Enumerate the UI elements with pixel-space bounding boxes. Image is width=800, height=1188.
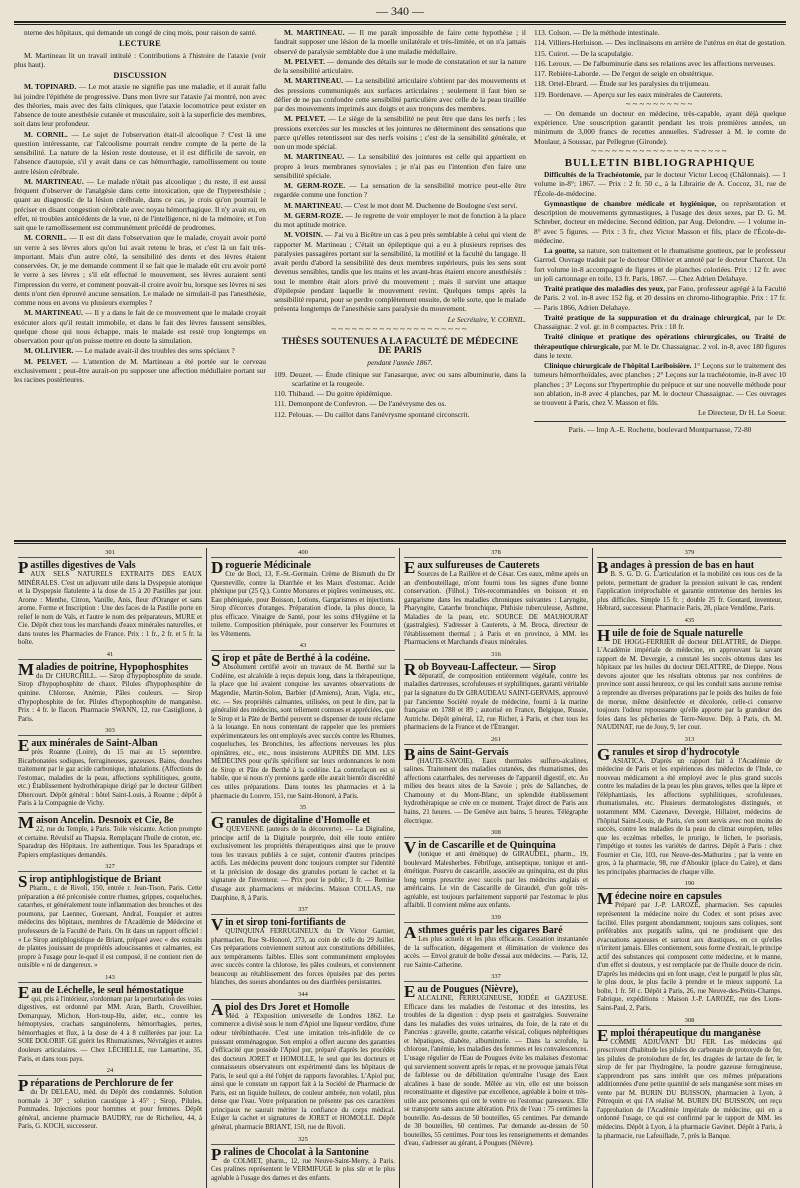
ornament-divider: ~~~~~~~~~~ (625, 98, 695, 109)
paragraph-text: — Le sujet de l'observation était-il alcoolique ? C'est là une question intéressante, car l'alcoolisme pourrait rendre compte de la perte de la sensibilité. La nature de la lésion reste douteuse, et il est difficile de savoir, en l'absence d'autopsie, s'il y avait dans ce cas hémorrhagie, ramollissement ou toute autre lésion cérébrale. (14, 129, 266, 176)
section-separator (14, 540, 786, 544)
ad-body: Sources de La Raillère et de César. Ces eaux, même après un an d'embouteillage, m'ont fourni tous les signes d'une bonne conservation. (Filhol.) Très-recommandées en boisson et en gargarisme dans les maladies chroniques suivantes : Laryngite, Pharyngite, Catarrhe bronchique, Phthisie tuberculeuse, Asthme, Maladies de la peau, etc. SOURCE DE MAUHOURAT (gastralgies). S'adresser à Cauterets, à M. Broca, directeur de l'établissement thermal ; à Paris et en province, à MM. les Pharmaciens et Marchands d'eaux minérales. (404, 571, 588, 647)
paragraph-text: — La sensibilité articulaire s'obtient par des mouvements et des pressions communiqués aux surfaces articulaires ; seulement il faut bien se défier de ne pas confondre cette sensibilité particulière avec celle de la peau tiraillée par des mouvements imprimés aux doigts et aux tronçons des membres. (274, 76, 526, 113)
ad-title (18, 872, 202, 892)
ad-number: 379 (597, 549, 782, 558)
bibliography-text: par le docteur Victor Lecoq (Châlonnais). — 1 volume in-8°; 1867. — Prix : 2 fr. 50 c., à la Librairie de A. Coccoz, 31, rue de l'École-de-médecine. (534, 170, 786, 198)
ad-title (211, 1144, 395, 1164)
ad-initial: M (18, 659, 35, 679)
ad-title (597, 558, 782, 577)
ad-title (404, 982, 588, 1002)
ad-title-text: au de Pougues (Nièvre), (417, 984, 519, 996)
discussion-paragraph (274, 201, 526, 210)
ad-number: 143 (18, 974, 202, 983)
ad-initial: M (597, 889, 614, 909)
discussion-paragraphs (14, 82, 266, 384)
lecture-heading: LECTURE (119, 39, 161, 49)
ad-title (18, 736, 202, 756)
speaker-name: M. MARTINEAU. (24, 308, 83, 318)
bibliography-entry (534, 361, 786, 407)
paragraph-text: — Il est dit dans l'observation que le malade, croyait avoir porté un verre à ses lèvres alors qu'on lui avait retenu le bras, et c'est là un fait très-important. Mais d'un autre côté, la sensibilité des dents et des lèvres étaient conservées. Or, je me demande comment il se fait que le malade eût cru avoir porté le verre à ses lèvres ; s'il eût effectué le mouvement, ses lèvres auraient senti l'impression du verre, et comment pouvait-il croire avoir bu, lorsque ses lèvres ni ses dents n'ont rien éprouvé aucune sensation. Le malade ne simulait-il pas l'anesthésie, comme nous en avons vu plusieurs exemples ? (14, 233, 266, 307)
speaker-name: M. CORNIL. (24, 233, 67, 243)
ad-title-text: réparations de Perchlorure de fer (30, 1078, 174, 1090)
ad-initial: E (597, 1025, 609, 1045)
ads-column-4 (593, 548, 786, 1188)
ad-number: 43 (211, 642, 395, 651)
bibliography-text: par M. le Dr. Chassaignac. 2 vol. in-8, avec 180 figures dans le texte. (534, 341, 786, 360)
ad-title-text: ranules de digitaline d'Homolle et (226, 815, 371, 827)
ad-initial: G (597, 744, 611, 764)
ornament-divider: ~~~~~~~~~~~~~~~~~~~~ (591, 145, 729, 156)
ad-initial: M (18, 813, 35, 833)
ad-number: 325 (211, 1136, 395, 1145)
speaker-name: M. MARTINEAU. (284, 76, 344, 86)
ad-body: Préparé par J.-P. LAROZE, pharmacien. Ses capsules représentent la médecine noire du Codex et sont prises avec facilité. Elles purgent abondamment, toujours sans coliques, sont préférables aux purgatifs salins, qui ne produisent que des évacuations aqueuses et surtout aux drastiques, en ce qu'elles n'irritent jamais. Elles contiennent, sous forme d'extrait, le principe actif des substances qui composent cette médecine, et le manne, d'un effet si douteux, y est remplacée par de l'huile douce de ricin. D'après les médecins qui en font usage, c'est le purgatif le plus sûr, le plus doux, le plus facile à prendre et le mieux supporté. La boîte, 1 fr. 50 c. Dépôt à Paris, 26, rue Neuve-des-Petits-Champs. Fabrique, expéditions : Maison J.-P. LAROZE, rue des Lions-Saint-Paul, 2, Paris. (597, 902, 782, 1012)
ad-body: qui, pris à l'intérieur, s'ordonnant par la perturbation des voies digestives, est ordonné par MM. Aran, Barth, Cruveilhier, Demarquay, Michon, Hort-toup-Hu, aider, etc., contre les hémoptysies, crachats sanguinolents, hémorrhagies, pertes, hémorrhagies et flux, à la dose de 4 à 8 cuillerées par jour. La SOIE DOLORIF. GE guérit les Rhumatismes, Névralgies et autres douleurs articulaires. — Chez LÉCHELLE, rue Lamartine, 35, Paris, et dans tous pays. (18, 995, 202, 1063)
bibliography-text: par Fano, professeur agrégé à la Faculté de Paris. 2 vol. in-8 avec 152 fig. et 20 dessins en chromo-lithographie. Prix : 17 fr. — Paris 1866, Adrien Delahaye. (534, 284, 786, 312)
ad-initial: B (404, 744, 416, 764)
advertisement (597, 549, 782, 614)
ad-body: ALCALINE, FERRUGINEUSE, IODÉE et GAZEUSE. Efficace dans les maladies de l'estomac et des intestins, les troubles de la digestion : dysp pseis et gastralgies. Souveraine dans les maladies des voies urinaires, du foie, de la rate et du Pancréas : gravelle, goutte, catarrhe vésical, coliques néphrétiques et hépatiques, diabète, albuminurie. — Dans la scrofule, la chlorose, l'anémie, les maladies des femmes et les convalescences. L'usage régulier de l'Eau de Pougues évite les malaises d'estomac qui surviennent souvent après le repas, et ne provoque jamais l'état de faiblesse ou de débilitation qu'entraîne l'usage des Eaux alcalines à base de soude. Mêlée au vin, elle est une boisson reconstituante et digestive par excellence, agréable à boire et très-utile aux personnes qui ont le ventre ou l'estomac paresseux. Elle se transporte sans aucune altération. Prix de l'eau : 75 centimes la bouteille. Au-dessus de 50 bouteilles, 65 centimes. Par demande de 30 bouteilles, 60 centimes. Par demande au-dessus de 50 bouteilles, 55 centimes. Pour tous les renseignements et demandes d'eau, s'adresser au gérant, à Pougues (Nièvre). (404, 995, 588, 1148)
advertisement (404, 736, 588, 826)
notice-paragraph: — On demande un docteur en médecine, très-capable, ayant déjà quelque expérience. Une souscription garantit pendant les trois premières années, un minimum de 3,000 francs de recettes annuelles. S'adresser à M. le comte de Moulaur, à Soussac, par Pellegrue (Gironde). (534, 108, 786, 146)
paragraph-text: — La sensibilité des jointures est celle qui appartient en propre à leurs membranes synoviales ; je n'ai pas eu l'intention d'en faire une sensibilité spéciale. (274, 152, 526, 180)
ad-title-text: au de Léchelle, le seul hémostatique (31, 984, 184, 996)
advertisement (404, 549, 588, 648)
ad-number: 313 (597, 736, 782, 745)
ad-number: 308 (597, 1017, 782, 1026)
bulletin-title: BULLETIN BIBLIOGRAPHIQUE (564, 156, 756, 169)
discussion-paragraph (274, 211, 526, 230)
bibliography-title: Traité clinique et pratique des opérations chirurgicales, ou Traité de thérapeutique chirurgicale, (534, 332, 786, 351)
ad-title-text: in et sirop toni-fortifiants de (225, 917, 346, 929)
speaker-name: M. MARTINEAU. (284, 200, 343, 210)
advertisement (211, 642, 395, 801)
theses-title: THÈSES SOUTENUES A LA FACULTÉ DE MÉDECINE DE PARIS (281, 336, 519, 356)
ad-initial: P (18, 558, 29, 577)
ad-title-text: irop antiphlogistique de Briant (29, 874, 162, 886)
speaker-name: M. MARTINEAU. (284, 28, 345, 37)
ad-title (597, 744, 782, 764)
advertisement (597, 880, 782, 1013)
ad-number: 344 (211, 991, 395, 1000)
speaker-name: M. MARTINEAU. (24, 176, 84, 186)
ad-number: 400 (211, 549, 395, 558)
ad-title (211, 651, 395, 671)
ad-initial: S (211, 651, 221, 671)
ad-initial: B (597, 558, 609, 577)
paragraph-text: — La sensation de la sensibilité motrice peut-elle être regardée comme une fonction ? (274, 181, 526, 200)
discussion-paragraph (274, 152, 526, 180)
article-section (14, 28, 786, 538)
advertisement (211, 804, 395, 903)
ad-title (18, 1076, 202, 1096)
thesis-item: 117. Rebière-Laborde. — De l'ergot de seigle en obstétrique. (534, 69, 714, 78)
discussion-paragraph (274, 114, 526, 151)
theses-subtitle: pendant l'année 1867. (367, 358, 433, 368)
paragraph-text: — Il me paraît impossible de faire cette hypothèse ; il faudrait supposer une lésion de la moelle unilatérale et très-limitée, et on n'a jamais observé de paralysie semblable due à une maladie médullaire. (274, 28, 526, 56)
ad-number: 303 (18, 727, 202, 736)
speaker-name: M. VOISIN. (284, 230, 323, 240)
advertisement (211, 906, 395, 988)
ad-title (404, 838, 588, 858)
thesis-item: 109. Deuzet. — Étude clinique sur l'anasarque, avec ou sans albuminurie, dans la scarlatine et la rougeole. (274, 369, 526, 388)
ad-title-text: ranules et sirop d'hydrocotyle (612, 746, 740, 758)
discussion-paragraph (14, 233, 266, 307)
ads-column-1 (14, 548, 207, 1188)
ad-initial: S (18, 872, 28, 892)
bibliography-title: Difficultés de la Trachéotomie, (544, 170, 642, 179)
ad-title-text: irop et pâte de Berthé à la codéine. (222, 653, 371, 665)
speaker-name: M. PELVET. (284, 114, 326, 124)
ad-title-text: édecine noire en capsules (615, 891, 722, 903)
ad-number (18, 812, 202, 813)
speaker-name: M. OLLIVIER. (24, 346, 74, 356)
ornament-divider: ~~~~~~~~~~~~~~~~~~~~ (331, 323, 469, 334)
bibliography-text: ou représentation et description de mouvements gymnastiques, à l'usage des deux sexes, par D. G. M. Schreber, docteur en médecine. Second édition, par Aug. Delondre. — 1 volume in-8° avec 5 figures. — Prix : 3 fr., chez Victor Masson et fils, place de l'École-de-médecine. (534, 198, 786, 245)
thesis-item: 118. Ortel-Ebrard. — Étude sur les paralysies du trijumeau. (534, 79, 711, 89)
advertisement (18, 863, 202, 970)
ad-title-text: sthmes guéris par les cigares Baré (418, 924, 563, 936)
discussion-paragraphs-continued (274, 28, 526, 314)
ad-title-text: ob Boyveau-Laffecteur. — Sirop (418, 661, 557, 673)
advertisement (18, 727, 202, 809)
ad-title (18, 659, 202, 679)
thesis-item: 119. Bordenave. — Aperçu sur les eaux minérales de Cauterets. (534, 89, 723, 99)
ads-column-3 (400, 548, 593, 1188)
advertisement (18, 812, 202, 860)
ad-title-text: piol des Drs Joret et Homolle (225, 1001, 350, 1013)
paragraph-text: — Le malade avait-il des troubles des sens spéciaux ? (75, 346, 235, 356)
advertisement (211, 1136, 395, 1184)
paragraph-text: — Le malade n'était pas alcoolique ; du reste, il est aussi fréquent d'observer de l'analgésie dans cette intoxication, que de l'hyperesthésie ; quant au diagnostic de la lésion cérébrale, dans ce cas, je crois qu'on pourrait le préciser en disant congestion cérébrale avec noyau hémorrhagique. Il n'y avait eu, en effet, ni troubles antécédents de la vue, ni de l'intelligence, ni de la mémoire, et l'on sait que le ramollissement est communément précédé de prodromes. (14, 176, 266, 232)
ad-initial: P (211, 1144, 222, 1164)
bibliography-title: La goutte, (544, 246, 577, 255)
ad-title-text: aux sulfureuses de Cauterets (417, 560, 540, 571)
advertisement (597, 736, 782, 878)
bibliography-text: sa nature, son traitement et le rhumatisme goutteux, par le professeur Garrod. Ouvrage traduit par le docteur Ollivier et annoté par le docteur Charcot. Un fort volume in-8 accompagné de figures et de planches coloriées. Prix : 12 fr. avec un joli cartonnage en toile, 13 fr. Paris, 1867. — Chez Adrien Delahaye. (534, 246, 786, 283)
discussion-paragraph (14, 130, 266, 176)
ad-body: (HAUTE-SAVOIE). Eaux thermales sulfuro-alcalines, salines. Traitement des maladies cutanées, des rhumatismes, des affections catarrhales, des nerveuses de l'appareil digestif, etc. Au milieu des beaux sites de la Savoie ; près de Sallanches, de Chamouny et du Mont-Blanc, un splendide établissement hydrothérapique se crée en ce moment. Trajet direct de Paris aux bains, 21 heures. — De Genève aux bains, 5 heures. Télégraphe électrique. (404, 757, 588, 825)
ad-body: QUEVENNE (auteurs de la découverte). — La Digitaline, principe actif de la Digitale pourprée, doit elle toute entière exclusivement les propriétés thérapeutiques ainsi que le prouve tous les travaux publiés à ce sujet, contenir d'autres principes actifs. Les médecins peuvent donc toujours compter sur l'identité et la précision de dosage des granules portant le cachet et la signature de l'inventeur. — Prix pour le public, 3 fr. — Remise d'usage aux pharmaciens et médecins. Maison COLLAS, rue Dauphine, 8, à Paris. (211, 826, 395, 902)
ad-body: 22, rue du Temple, à Paris. Toile vésicante. Action prompte et certaine. Révulsif au Thapsia. Remplaçant l'huile de croton, etc. Sparadrap des Hôpitaux. 1re authentique. Tous les Sparadraps et Papiers emplastiques demandés. (18, 826, 202, 859)
ad-number: 435 (597, 617, 782, 626)
paragraph-text: — Le siège de la sensibilité ne peut être que dans les nerfs ; les pressions exercées sur les muscles et les jointures ne déterminent des sensations que parce qu'elles retentissent sur des nerfs voisins ; c'est de la sensibilité générale, et non un mode spécial. (274, 114, 526, 151)
ad-title-text: roguerie Médicinale (225, 560, 311, 571)
thesis-item: 114. Villiers-Herluison. — Des inclinaisons en arrière de l'utérus en état de gestation. (534, 38, 786, 48)
discussion-paragraph (14, 82, 266, 128)
printer-line: Paris. — Imp A.-E. Rochette, boulevard Montparnasse, 72-80 (568, 424, 752, 434)
paragraph-text: — demande des détails sur le mode de constatation et sur la nature de la sensibilité articulaire. (274, 56, 526, 75)
ad-number: 339 (404, 914, 588, 923)
ad-body: Les plus actuels et les plus efficaces. Cessation instantanée de la suffocation, dégagement et élimination de violence des accès. — Envoi gratuit de boîte d'essai aux médecins. — Paris, 12, rue Sainte-Catherine. (404, 935, 588, 969)
ad-title (597, 625, 782, 645)
speaker-name: M. GERM-ROZE. (284, 181, 346, 190)
ad-initial: A (211, 999, 224, 1019)
ad-title (211, 558, 395, 577)
ad-number: 316 (404, 651, 588, 660)
bibliography-title: Traité pratique des maladies des yeux, (544, 284, 666, 293)
newspaper-page (14, 4, 786, 1180)
discussion-heading: DISCUSSION (113, 71, 167, 80)
divider (534, 421, 786, 422)
bibliography-entry (534, 313, 786, 332)
advertisement (18, 549, 202, 648)
page-number: — 340 — (376, 4, 424, 18)
director-signature: Le Directeur, Dr H. Le Soeur. (698, 408, 786, 418)
secretary-signature: Le Secrétaire, V. CORNIL. (447, 314, 526, 324)
advertisement (211, 991, 395, 1133)
speaker-name: M. PELVET. (24, 356, 68, 366)
advertisement (597, 617, 782, 733)
ad-title-text: aison Ancelin. Desnoix et Cie, 8e (36, 815, 174, 827)
ad-initial: E (404, 558, 416, 577)
ad-body: Absolument certifié avoir un travaux de M. Berthé sur la Codéine, est alcaloïde à reçus depuis long, dans la thérapeutique, la place que lui avaient conquise les savantes observations de Magendie, Martin-Solon, Barbier (d'Amiens), Aran, Vigla, etc., etc. — Ses propriétés calmantes, utilisées, on peut le dire, par la généralité des médecins, sont tellement connues et appréciées, que le Sirop et la Pâte de Berthé peuvent se dispenser de toute réclame à la louange. En nous contentant de rappeler que les premiers expérimentateurs les ont employés avec succès contre les Rhumes, coqueluches, les Bronchites, les affections nerveuses les plus opiniâtres, etc., etc., nous insisterons AUPRÈS DE MM. LES MÉDECINS pour qu'ils spécifient sur leurs ordonnances le nom de Sirop et Pâte de Berthé à la codéine. La contrefaçon est si habile, que si nous n'y prenions garde elle aurait bientôt discrédité ces utiles préparations. Dans toutes les pharmacies et à la pharmacie du Louvre, 151, rue Saint-Honoré, à Paris. (211, 664, 395, 800)
thesis-item: 115. Cuirot. — De la scapulalgie. (534, 48, 634, 58)
opening-paragraph: nterne des hôpitaux, qui demande un congé de cinq mois, pour raison de santé. (24, 28, 257, 37)
advertisement (404, 973, 588, 1149)
ad-title-text: aladies de poitrine, Hypophosphites (36, 661, 189, 673)
theses-list-continued (534, 28, 786, 99)
lecture-text: M. Martineau lit un travail intitulé : Contributions à l'histoire de l'ataxie (voir plus haut). (14, 50, 266, 69)
speaker-name: M. CORNIL. (24, 129, 68, 139)
bibliography-text: par le Dr. Chassaignac. 2 vol. gr. in 8 compactes. Prix : 18 fr. (534, 312, 786, 331)
thesis-item: 111. Demonpont de Confevron. — De l'anévrysme des os. (274, 399, 447, 409)
bibliography-title: Clinique chirurgicale de l'hôpital Lariboisière. (544, 361, 692, 370)
advertisements-section (14, 548, 786, 1188)
ad-number: 41 (18, 651, 202, 660)
ad-body: DE HOGG-FERRIER de docteur DELATTRE, de Dieppe. L'Académie impériale de médecine, en approuvant la savant rapport de M. Devergie, a constaté les succès obtenus dans les hôpitaux par les huiles du docteur DELATTRE, de Dieppe. Nous devons ajouter que les résultats obtenus par nos confrères de province sont aussi heureux, ce qui les conduit sans aucune remise à reprendre au diverses préparations par le poids des huiles de foie de morue, même désinfectée et décolorée, celle-ci conserve toujours l'odeur repoussante qu'elle apporte par la grandeur des foies dans les pêcheries de Terre-Neuve. Dép. à Paris, ch. M. NAUDINAT, rue de Jouy, 9, 1er cour. (597, 638, 782, 732)
ad-body: dépuratif, de composition entièrement végétale, contre les maladies dartreuses, scrofuleuses et syphilitiques, garanti véritable par la signature du Dr GIRAUDEAU SAINT-GERVAIS, approuvé par l'ancienne Société royale de médecine, fourni à la marine française en 1788 et 89 ; autorisé en France, Belgique, Russie, Autriche. Dépôt général, 12, rue Richer, à Paris, et chez tous les pharmaciens de la France et de l'Étranger. (404, 672, 588, 732)
advertisement (18, 651, 202, 724)
ad-title (18, 813, 202, 833)
ad-body: de COLMET, pharm., 12, rue Neuve-Saint-Merry, à Paris. Ces pralines représentent le VERMIFUGE le plus sûr et le plus agréable à l'usage des dames et des enfants. (211, 1157, 395, 1182)
advertisement (18, 1067, 202, 1132)
paragraph-text: — L'attention de M. Martineau a été portée sur le cerveau exclusivement ; peut-être aurait-on pu supposer une affection médullaire portant sur les racines postérieures. (14, 356, 266, 384)
ad-initial: E (18, 736, 30, 756)
bibliography-entry (534, 199, 786, 245)
ad-initial: P (18, 1076, 29, 1096)
ad-number: 327 (18, 863, 202, 872)
ad-title-text: astilles digestives de Vals (30, 560, 136, 571)
ad-body: du Dr DELEAU, méd. du Dépôt des condamnés. Solution normale à 30° ; solution caustique à 45° ; Sirop, Pilules, Pommades. Injections pour hommes et pour femmes. Dépôt général, ancienne pharmacie BAUDRY, rue de Richelieu, 44, à Paris, G. KOCH, successeur. (18, 1089, 202, 1131)
ad-number: 35 (211, 804, 395, 813)
bibliography-entry (534, 284, 786, 312)
thesis-item: 112. Pelouas. — Du caillot dans l'anévrysme spontané circonscrit. (274, 409, 470, 419)
advertisement (211, 549, 395, 639)
ad-title-text: aux minérales de Saint-Alban (31, 738, 158, 750)
ad-number: 261 (404, 736, 588, 745)
discussion-paragraph (274, 28, 526, 56)
top-rule (14, 21, 786, 25)
discussion-paragraph (274, 76, 526, 113)
thesis-item: 116. Leroux. — De l'albuminurie dans ses relations avec les affections nerveuses. (534, 58, 776, 68)
ad-initial: H (597, 625, 611, 645)
speaker-name: M. PELVET. (284, 56, 326, 66)
ad-title-text: mploi thérapeutique du manganèse (610, 1027, 761, 1039)
ad-title (597, 889, 782, 909)
ad-number: 190 (597, 880, 782, 889)
discussion-paragraph (274, 181, 526, 200)
ad-initial: R (404, 659, 417, 679)
ad-body: Méd. à l'Exposition universelle de Londres 1862. Le commerce a divisé sous le nom d'Apiol une liqueur verdâtre, d'une odeur térébinthacée. C'est une imitation très-infidèle de ce puissant emménagogue. Son emploi a offert aucune des garanties d'efficacité que possède l'Apiol pur, préparé d'après les procédés des docteurs JORET et HOMOLLE, le seul que les docteurs et connaisseurs observateurs ont expérimenté dans les hôpitaux de Paris, le seul qui a été l'objet de rapports favorables. L'Apiol pur, ainsi que le constate un rapport fait à la Société de Pharmacie de Paris, est un liquide huileux, de couleur ambrée, non volatil, plus dense que l'eau. Votre préparation ne présente pas ces caractères principaux ne saurait mériter la confiance du corps médical. Exiger la cachet et signatures de JORET et HOMOLLE. Dépôt général, pharmacie BRIANT, 150, rue de Rivoli. (211, 1012, 395, 1131)
ad-title (211, 915, 395, 935)
discussion-paragraph (14, 357, 266, 385)
ad-body: ASIATICA. D'après un rapport fait à l'Académie de médecine de Paris et les expériences des médecins de l'Inde, ce nouveau médicament a été employé avec le plus grand succès contre les maladies de la peau les plus graves, telles que la lèpre et l'éléphantiasis, les affections syphilitiques, scrofuleuses, rhumatismales, etc. Plusieurs dermatologistes distingués, et notamment MM. Cazenave, Devergie, Hillairet, médecins de l'hôpital Saint-Louis, de Paris, s'en sont servis avec non moins de succès, contre les maladies de la peau du climat européen, telles que les eczémas rebelles, le prurigo, le lichen, le psoriasis, l'impétigo et toutes les variétés de dartres. Dépôt à Paris : chez Fournier et Cie, 103, rue Neuve-des-Mathurins ; par la vente en gros, à la pharmacie, 98, rue d'Aboukir (place du Caire), et dans les principales pharmacies de chaque ville. (597, 757, 782, 876)
ad-title (404, 558, 588, 577)
paragraph-text: — C'est le mot dont M. Duchenne de Boulogne s'est servi. (344, 200, 518, 210)
ad-number: 337 (211, 906, 395, 915)
advertisement (404, 829, 588, 911)
ad-number: 24 (18, 1067, 202, 1076)
ad-title-text: ralines de Chocolat à la Santonine (223, 1146, 369, 1158)
article-column-2 (274, 28, 526, 538)
paragraph-text: — J'ai vu à Bicêtre un cas à peu près semblable à celui qui vient de rapporter M. Martineau ; C'était un épileptique qui a eu à plusieurs reprises des paralysies passagères portant sur la sensibilité, la motilité et la faculté du langage. Il avait perdu d'abord la sensibilité des deux membres supérieurs, puis les sens sont devenus sensibles, tandis que les mains et les avant-bras étaient encore anesthésiés : tout le membre était alors privé du mouvement ; mais il survint une attaque d'épilepsie pendant laquelle le mouvement revint. Quelques temps après la sensibilité reparut, pour se perdre complètement ensuite, de telle sorte, que le malade présenta longtemps de l'anesthésie sans paralysie du mouvement. (274, 230, 526, 314)
thesis-item: 113. Colson. — De la méthode intestinale. (534, 28, 660, 37)
advertisement (597, 1017, 782, 1142)
ad-body: QUINQUINA FERRUGINEUX du Dr Victor Garnier, pharmacien, Rue St-Honoré, 273, au coin de celle du 29 Juillet. Ces préparations conviennent surtout aux constitutions débilitées, aux tempéraments faibles. Elles sont communément employées avec succès contre la chlorose, les pâles couleurs, et conviennent beaucoup au rétablissement des forces épuisées par des pertes blanches, des sueurs abondantes ou des diarrhées persistantes. (211, 928, 395, 987)
ad-number: 308 (404, 829, 588, 838)
ad-number: 378 (404, 549, 588, 558)
ad-title (404, 744, 588, 764)
ad-body: AUX SELS NATURELS EXTRAITS DES EAUX MINÉRALES. C'est un adjuvant utile dans la Dyspepsie atonique et la Dyspepsie flatulente à la dose de 15 à 20 Pastilles par jour. Arome : Menthe, Citron, Vanille, Anis, fleur d'Oranger et sans arome. Forme et Inscription : Une des faces de la Pastille porte en relief le nom de Vals, et l'autre le nom des préparateurs, MURE et Cie. Dépôt chez tous les marchands d'eaux minérales naturelles, et dans toutes les Pharmacies de France. Prix : 1 fr., 2 fr. et 5 fr. la boîte. (18, 571, 202, 647)
ad-initial: A (404, 922, 417, 942)
bibliography-title: Traité pratique de la suppuration et du drainage chirurgical, (544, 312, 751, 322)
bibliography-text: 1° Leçons sur le traitement des tumeurs hémorrhoïdales, avec planches ; 2° Leçons sur la trachéotomie, in-8 avec 10 planches ; 3° Leçons sur l'hypertrophie du prépuce et sur une nouvelle méthode pour son ablation, in-8 avec 4 planches, par M. le docteur Chassaignac. — Ces ouvrages se trouvent à Paris, chez V. Masson et fils. (534, 361, 786, 407)
ad-initial: E (18, 982, 30, 1002)
ad-title (18, 558, 202, 577)
ad-body: Cte de Boci, 13, F.-St.-Germain. Crème de Bismuth du Dr Quesneville, contre la Diarrhée et les Maux d'estomac. Acide phénique pur (25 Q.). Contre Morsures et piqûres venimeuses, etc. Eau phéniquée, pour Boisson, Lotions, Gargarismes et injections. Sirop d'écorces d'oranges. Préparation d'iode, la plus douce, la plus efficace. Vinaigre de Santé, pour les soins d'Hygiène et la toilette. Composition phéniquée, pour conserver les Fourrures et les Vêtements. (211, 571, 395, 638)
paragraph-text: — Je regrette de voir employer le mot de fonction à la place du mot aptitude motrice. (274, 210, 526, 229)
article-column-3 (534, 28, 786, 538)
ad-title-text: ains de Saint-Gervais (417, 746, 509, 758)
ad-title (18, 982, 202, 1002)
bibliography-title: Gymnastique de chambre médicale et hygiénique, (544, 198, 717, 208)
ad-number: 337 (404, 973, 588, 982)
paragraph-text: — Le mot ataxie ne signifie pas une maladie, et il aurait fallu lui joindre l'épithète de progressive. Dans mon livre sur l'ataxie j'ai montré, non avec des théories, mais avec des faits cliniques, que l'ataxie locomotrice peut exister en l'absence de toute anesthésie cutanée et musculaire, soit à la superficie des membres, soit dans leur profondeur. (14, 82, 266, 129)
article-column-1 (14, 28, 266, 538)
thesis-item: 110. Thibaud. — Du goitre épidémique. (274, 389, 393, 398)
advertisement (404, 914, 588, 970)
bibliography-entry (534, 332, 786, 360)
ad-body: du Dr CHURCHILL. — Sirop d'hypophosphite de soude. Sirop d'hypophosphite de chaux. Pilules d'hypophosphite de quinine. Chlorose, Anémie, Pâles couleurs. — Sirop d'hypophosphite de fer. Pilules d'hypophosphite de manganèse. Prix : 4 fr. le flacon. Pharmacie SWANN, 12, rue Castiglione, à Paris. (18, 672, 202, 723)
discussion-paragraph (14, 308, 266, 345)
ad-number: 301 (18, 549, 202, 558)
speaker-name: M. GERM-ROZE. (284, 210, 344, 220)
ad-title-text: in de Cascarille et de Quinquina (418, 840, 556, 852)
ad-title (597, 1025, 782, 1045)
ad-title-text: andages à pression de bas en haut (610, 560, 755, 571)
discussion-paragraph (274, 230, 526, 313)
discussion-paragraph (274, 57, 526, 76)
ad-body: Pharm., r. de Rivoli, 150, entrée r. Jean-Tison, Paris. Cette préparation a été préconisée contre rhumes, grippes, coqueluches, catarrhes, et généralement toute inflammation des bronches et des poumons, par Laennec, Guersant, Andral, Fouquier et autres médecins des hôpitaux, membres de l'Académie de Médecine et professeurs de la Faculté de Paris. On lit dans un rapport officiel : « Le Sirop antiphlogistique de Briant, préparé avec « des extraits de plantes jouissant de propriétés adoucissantes et calmantes, est propre à l'usage pour le-quel il est composé, il ne contient rien de nuisible « ni de dangereux. » (18, 885, 202, 970)
ad-title (404, 922, 588, 942)
bibliography-entry (534, 246, 786, 283)
ad-title-text: uile de foie de Squale naturelle (612, 627, 743, 639)
ad-title (211, 813, 395, 833)
speaker-name: M. MARTINEAU. (284, 152, 345, 162)
ad-initial: V (211, 915, 224, 935)
bibliography-list (534, 170, 786, 407)
discussion-paragraph (14, 346, 266, 355)
ads-column-2 (207, 548, 400, 1188)
ad-body: COMME ADJUVANT DU FER. Les médecins qui prescrivent d'habitude les pilules de carbonate de protoxyde de fer, les pilules de protoiodure de fer, les dragées de lactate de fer, le sirop de fer par l'hydrogène, la poudre gazeuse ferrugineuse, s'apprendront pas sans intérêt que ces mêmes préparations additionnées d'une petite quantité de sels manganèse sont mises en vente par M. BURIN DU BUISSON, pharmacien à Lyon, à Pétrequin et qui l'A réalisé M. BURIN DU BUISSON, ont reçu l'approbation de l'Académie impériale de médecine, qui en a ordonné l'usage, ce qui est confirmé par le rapport de MM. les médecins. Dépôt à Lyon, à la pharmacie Gavinet. Dépôt à Paris, à la pharmacie, rue Lafeuillade, 7, près la Banque. (597, 1038, 782, 1140)
ad-body: (tonique et anti émétique) de GIRAUDEL, pharm., 19, boulevard Malesherbes. Fébrifuge, antiseptique, tonique et anti-émétique. Pourvu de cascarille, associée au quinquina, est du plus long temps prescrite avec succès par les médecins anglais et américains. Le vin de Cascarille de Giraudel, d'un goût très-agréable, est toujours parfaitement supporté par l'estomac le plus affaibli. Il convient même aux enfants. (404, 851, 588, 910)
theses-list (274, 370, 526, 419)
ad-title (211, 999, 395, 1019)
advertisement (404, 651, 588, 733)
ad-title (404, 659, 588, 679)
ad-initial: G (211, 813, 225, 833)
advertisement (18, 974, 202, 1064)
ad-initial: E (404, 982, 416, 1002)
discussion-paragraph (14, 177, 266, 233)
speaker-name: M. TOPINARD. (24, 82, 77, 92)
bibliography-entry (534, 170, 786, 198)
ad-body: près Roanne (Loire), du 15 mai au 15 septembre. Bicarbonatées sodiques, ferrugineuses, gazeuses. Bains, douches traitement par le gaz acide carbonique, inhalations. (Affections de l'estomac, maladies de la peau, affections syphilitiques, goutte, etc.) Établissement hydrothérapique dirigé par le docteur Gilibert Dhercourt. Dépôt général : hôtel Saint-Louis, à Roanne ; dépôt à Paris à la Compagnie de Vichy. (18, 749, 202, 808)
ad-initial: D (211, 558, 224, 577)
ad-body: B. S. G. D. G. L'articulation et la mobilité ces tous ces de la pelote, permettant de graduer la pression suivant le cas, rendent l'application irréprochable et garantie entretenue des hernies les plus difficiles. Simple 15 fr. ; double 25 fr. Goutard, inventeur, Hébrard, successeur. Pharmacie Paris, 28, place Vendôme, Paris. (597, 571, 782, 613)
ad-initial: V (404, 838, 417, 858)
paragraph-text: — Il y a dans le fait de ce mouvement que le malade croyait exécuter alors qu'il restait immobile, et dans le fait des lèvres faussent sensibles, quelque chose qui nous échappe, mais le malade est resté trop longtemps en observation pour qu'on puisse mettre en doute la simulation. (14, 308, 266, 345)
